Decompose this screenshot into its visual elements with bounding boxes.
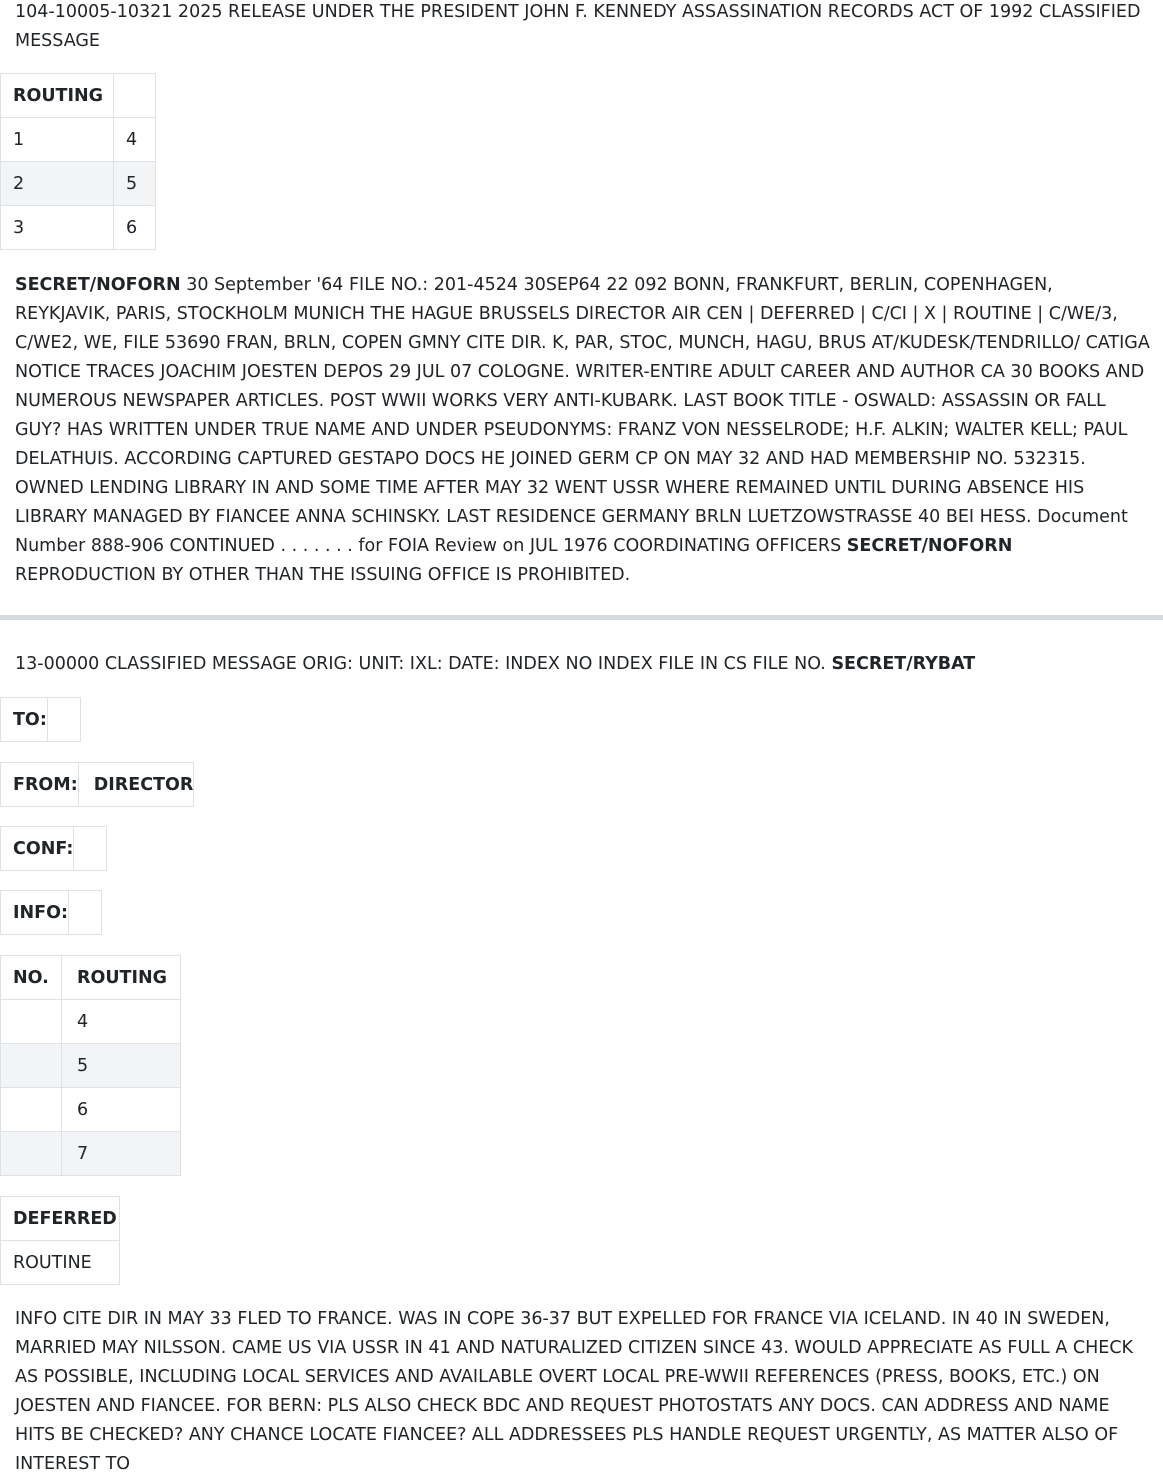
page2-body: INFO CITE DIR IN MAY 33 FLED TO FRANCE. WAS IN COPE 36-37 BUT EXPELLED FOR FRANCE VIA ICELAND. IN 40 IN SWEDEN, MARRIED MAY NILSSON. CAME US VIA USSR IN 41 AND NATURALIZED CITIZEN SINCE 43. WOULD APPRECIATE AS FULL A CHECK AS POSSIBLE, INCLUDING LOCAL SERVICES AND AVAILABLE OVERT LOCAL PRE-WWII REFERENCES (PRESS, BOOKS, ETC.) ON JOESTEN AND FIANCEE. FOR BERN: PLS ALSO CHECK BDC AND REQUEST PHOTOSTATS ANY DOCS. CAN ADDRESS AND NAME HITS BE CHECKED? ANY CHANCE LOCATE FIANCEE? ALL ADDRESSEES PLS HANDLE REQUEST URGENTLY, AS MATTER ALSO OF INTEREST TO <box>15 1309 1134 1474</box>
conf-table <box>0 826 107 871</box>
routing-cell: 6 <box>62 1088 181 1132</box>
message-text: 30 September '64 FILE NO.: 201-4524 30SEP64 22 092 BONN, FRANKFURT, BERLIN, COPENHAGEN, REYKJAVIK, PARIS, STOCKHOLM MUNICH THE HAGUE BRUSSELS DIRECTOR AIR CEN | DEFERRED | C/CI | X | ROUTINE | C/WE/3, C/WE2, WE, FILE 53690 FRAN, BRLN, COPEN GMNY CITE DIR. K, PAR, STOC, MUNCH, HAGU, BRUS AT/KUDESK/TENDRILLO/ CATIGA NOTICE TRACES JOACHIM JOESTEN DEPOS 29 JUL 07 COLOGNE. WRITER-ENTIRE ADULT CAREER AND AUTHOR CA 30 BOOKS AND NUMEROUS NEWSPAPER ARTICLES. POST WWII WORKS VERY ANTI-KUBARK. LAST BOOK TITLE - OSWALD: ASSASSIN OR FALL GUY? HAS WRITTEN UNDER TRUE NAME AND UNDER PSEUDONYMS: FRANZ VON NESSELRODE; H.F. ALKIN; WALTER KELL; PAUL DELATHUIS. ACCORDING CAPTURED GESTAPO DOCS HE JOINED GERM CP ON MAY 32 AND HAD MEMBERSHIP NO. 532315. OWNED LENDING LIBRARY IN AND SOME TIME AFTER MAY 32 WENT USSR WHERE REMAINED UNTIL DURING ABSENCE HIS LIBRARY MANAGED BY FIANCEE ANNA SCHINSKY. LAST RESIDENCE GERMANY BRLN LUETZOWSTRASSE 40 BEI HESS. Document Number 888-906 CONTINUED . . . . . . . for FOIA Review on JUL 1976 COORDINATING OFFICERS <box>15 275 1150 556</box>
routing-header-blank <box>114 74 156 118</box>
from-table <box>0 762 194 807</box>
reproduction-notice: REPRODUCTION BY OTHER THAN THE ISSUING OFFICE IS PROHIBITED. <box>15 565 631 585</box>
no-cell <box>1 1044 62 1088</box>
routine-cell: ROUTINE <box>1 1241 120 1285</box>
classification-marking: SECRET/NOFORN <box>15 275 181 295</box>
conf-value <box>74 827 107 871</box>
routing-cell: 1 <box>1 118 114 162</box>
no-cell <box>1 1088 62 1132</box>
message-body <box>15 271 1150 590</box>
conf-label: CONF: <box>1 827 74 871</box>
page2-header <box>15 650 1155 679</box>
no-cell <box>1 1132 62 1176</box>
to-label: TO: <box>1 698 48 742</box>
page2-classification: SECRET/RYBAT <box>831 654 976 674</box>
info-table <box>0 890 102 935</box>
deferred-header: DEFERRED <box>1 1197 120 1241</box>
routing-cell: 5 <box>62 1044 181 1088</box>
routing-cell: 7 <box>62 1132 181 1176</box>
no-cell <box>1 1000 62 1044</box>
from-label: FROM: <box>1 763 79 807</box>
routing-cell: 4 <box>114 118 156 162</box>
precedence-table <box>0 1196 120 1285</box>
routing-cell: 3 <box>1 206 114 250</box>
page2-header-text: 13-00000 CLASSIFIED MESSAGE ORIG: UNIT: IXL: DATE: INDEX NO INDEX FILE IN CS FILE NO. <box>15 654 832 674</box>
routing-cell: 4 <box>62 1000 181 1044</box>
to-value <box>47 698 80 742</box>
document-header: 104-10005-10321 2025 RELEASE UNDER THE PRESIDENT JOHN F. KENNEDY ASSASSINATION RECORDS ACT OF 1992 CLASSIFIED MESSAGE <box>15 2 1141 51</box>
routing-header: ROUTING <box>62 956 181 1000</box>
page-divider <box>0 615 1163 620</box>
routing-header: ROUTING <box>1 74 114 118</box>
routing-cell: 5 <box>114 162 156 206</box>
no-routing-table <box>0 955 181 1176</box>
to-table <box>0 697 81 742</box>
classification-marking-footer: SECRET/NOFORN <box>846 536 1013 556</box>
no-header: NO. <box>1 956 62 1000</box>
routing-table <box>0 73 156 250</box>
info-label: INFO: <box>1 891 69 935</box>
routing-cell: 6 <box>114 206 156 250</box>
info-value <box>69 891 102 935</box>
routing-cell: 2 <box>1 162 114 206</box>
from-value: DIRECTOR <box>78 763 194 807</box>
